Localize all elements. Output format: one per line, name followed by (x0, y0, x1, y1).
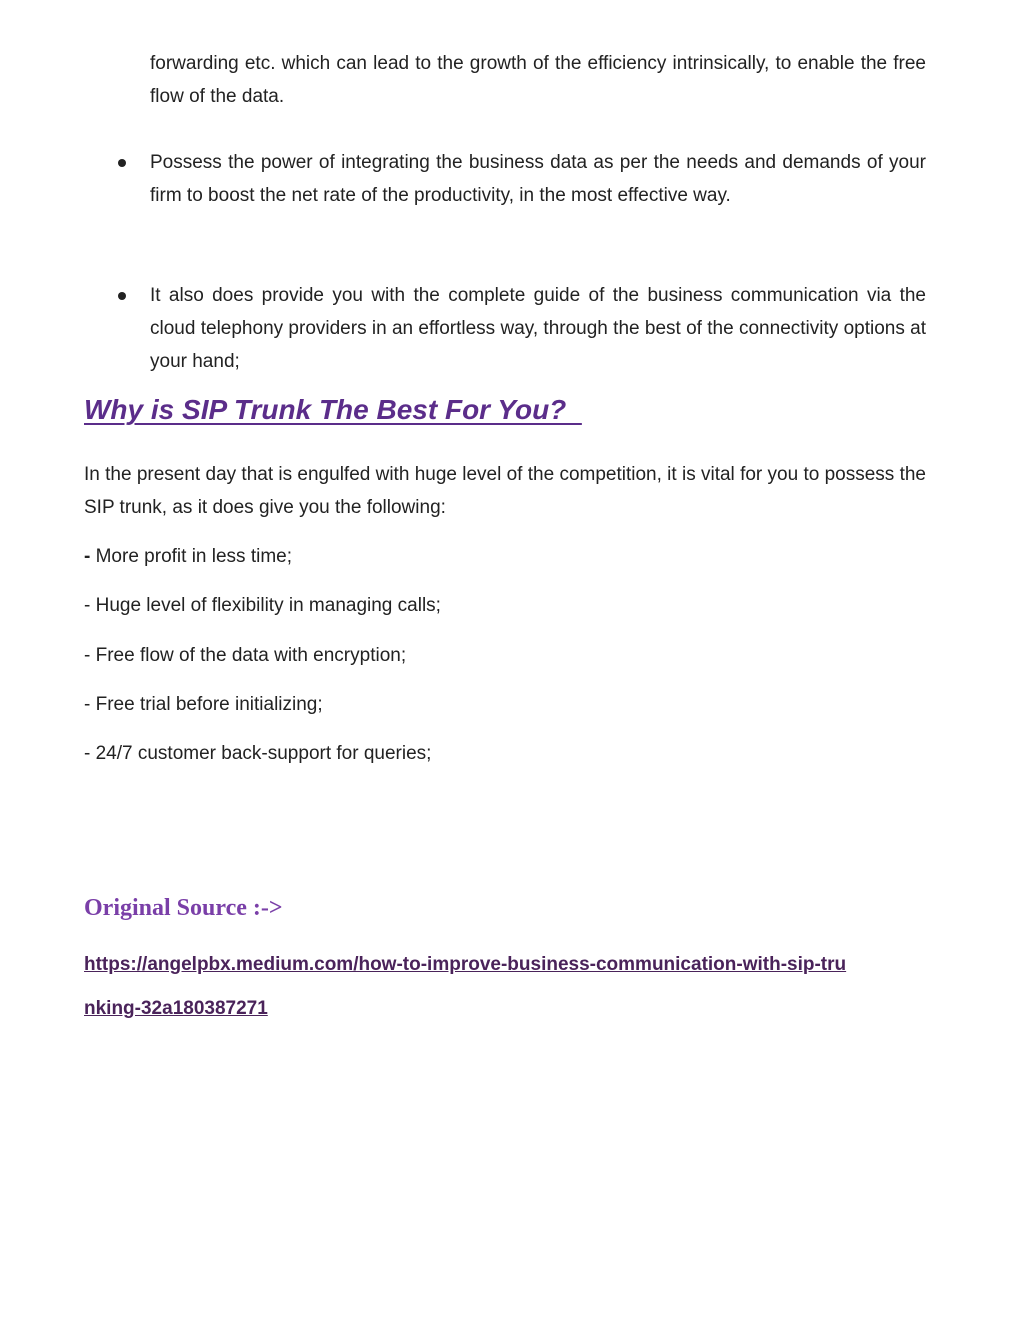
bullet-text: Possess the power of integrating the business data as per the needs and demands of your firm to boost the net rate of the productivity, in the most effective way. (150, 152, 926, 206)
list-dash: - (84, 546, 91, 567)
list-item: - Free flow of the data with encryption; (84, 645, 407, 666)
bullet-dot-icon (118, 292, 126, 300)
source-title: Original Source :-> (84, 895, 283, 921)
list-item: - 24/7 customer back-support for queries; (84, 743, 432, 764)
list-item (84, 543, 292, 571)
continuation-paragraph: forwarding etc. which can lead to the growth of the efficiency intrinsically, to enable the free flow of the data. (150, 53, 926, 107)
source-link-line-1: https://angelpbx.medium.com/how-to-improve-business-communication-with-sip-tru (84, 954, 847, 975)
bullet-text: It also does provide you with the complete guide of the business communication via the cloud telephony providers in an effortless way, through the best of the connectivity options at your hand; (150, 285, 926, 372)
list-item: - Free trial before initializing; (84, 694, 323, 715)
intro-paragraph: In the present day that is engulfed with huge level of the competition, it is vital for you to possess the SIP trunk, as it does give you the following: (84, 464, 926, 518)
source-link[interactable] (84, 943, 934, 1031)
section-heading: Why is SIP Trunk The Best For You? (84, 394, 582, 425)
list-item-text: More profit in less time; (90, 546, 292, 567)
bullet-dot-icon (118, 159, 126, 167)
list-item: - Huge level of flexibility in managing calls; (84, 595, 441, 616)
source-link-line-2: nking-32a180387271 (84, 998, 268, 1019)
